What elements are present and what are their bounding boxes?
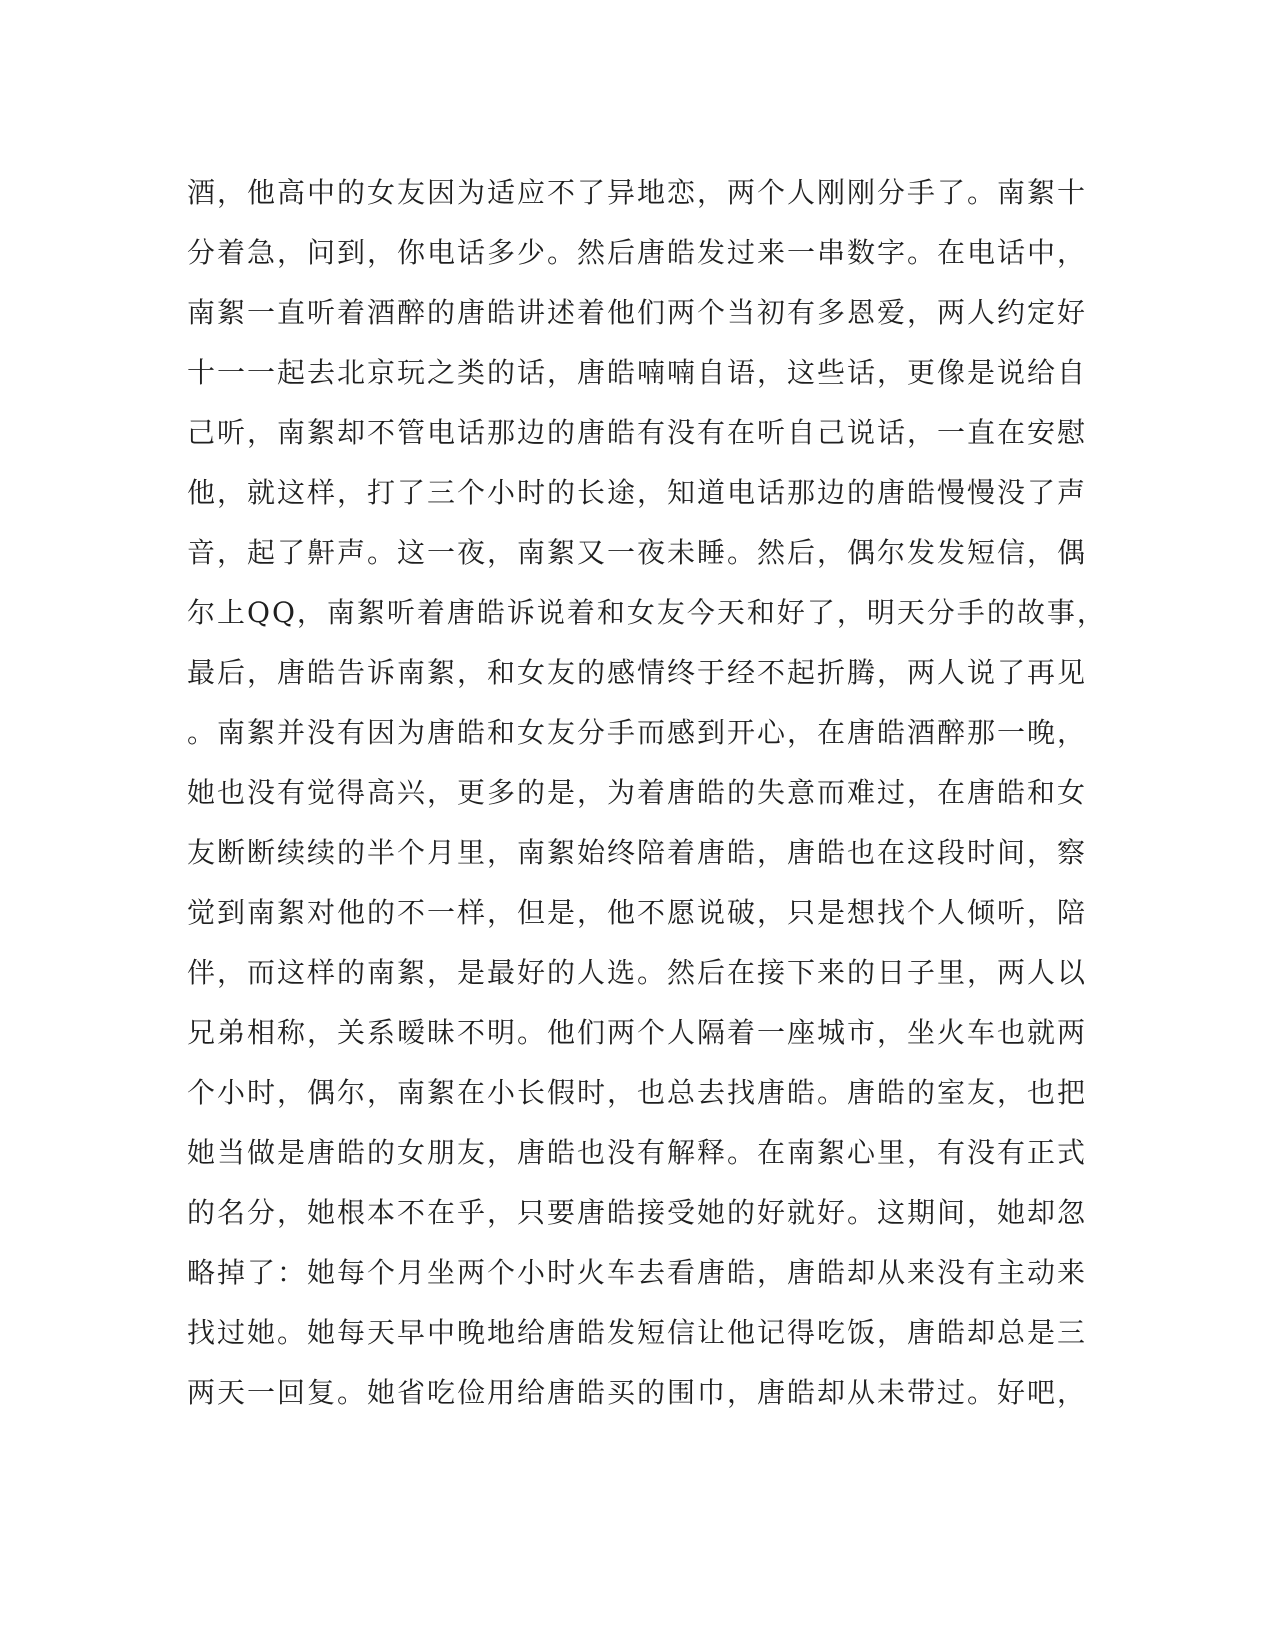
text-line: 。南絮并没有因为唐皓和女友分手而感到开心，在唐皓酒醉那一晚， — [187, 716, 1088, 749]
text-line: 略掉了：她每个月坐两个小时火车去看唐皓，唐皓却从来没有主动来 — [187, 1256, 1088, 1289]
text-line: 酒，他高中的女友因为适应不了异地恋，两个人刚刚分手了。南絮十 — [187, 176, 1088, 209]
text-line: 音，起了鼾声。这一夜，南絮又一夜未睡。然后，偶尔发发短信，偶 — [187, 536, 1088, 569]
text-line: 找过她。她每天早中晚地给唐皓发短信让他记得吃饭，唐皓却总是三 — [187, 1316, 1088, 1349]
text-line: 南絮一直听着酒醉的唐皓讲述着他们两个当初有多恩爱，两人约定好 — [187, 296, 1088, 329]
body-text — [187, 163, 1107, 1423]
text-line: 她也没有觉得高兴，更多的是，为着唐皓的失意而难过，在唐皓和女 — [187, 776, 1088, 809]
text-line: 友断断续续的半个月里，南絮始终陪着唐皓，唐皓也在这段时间，察 — [187, 836, 1088, 869]
text-line: 尔上QQ，南絮听着唐皓诉说着和女友今天和好了，明天分手的故事， — [187, 596, 1107, 629]
text-line: 最后，唐皓告诉南絮，和女友的感情终于经不起折腾，两人说了再见 — [187, 656, 1088, 689]
text-line: 的名分，她根本不在乎，只要唐皓接受她的好就好。这期间，她却忽 — [187, 1196, 1088, 1229]
text-line: 两天一回复。她省吃俭用给唐皓买的围巾，唐皓却从未带过。好吧， — [187, 1376, 1088, 1409]
text-line: 分着急，问到，你电话多少。然后唐皓发过来一串数字。在电话中， — [187, 236, 1088, 269]
text-line: 她当做是唐皓的女朋友，唐皓也没有解释。在南絮心里，有没有正式 — [187, 1136, 1088, 1169]
text-line: 伴，而这样的南絮，是最好的人选。然后在接下来的日子里，两人以 — [187, 956, 1088, 989]
text-line: 十一一起去北京玩之类的话，唐皓喃喃自语，这些话，更像是说给自 — [187, 356, 1088, 389]
text-line: 他，就这样，打了三个小时的长途，知道电话那边的唐皓慢慢没了声 — [187, 476, 1088, 509]
text-line: 己听，南絮却不管电话那边的唐皓有没有在听自己说话，一直在安慰 — [187, 416, 1088, 449]
text-line: 觉到南絮对他的不一样，但是，他不愿说破，只是想找个人倾听，陪 — [187, 896, 1088, 929]
text-line: 个小时，偶尔，南絮在小长假时，也总去找唐皓。唐皓的室友，也把 — [187, 1076, 1088, 1109]
text-line: 兄弟相称，关系暧昧不明。他们两个人隔着一座城市，坐火车也就两 — [187, 1016, 1088, 1049]
